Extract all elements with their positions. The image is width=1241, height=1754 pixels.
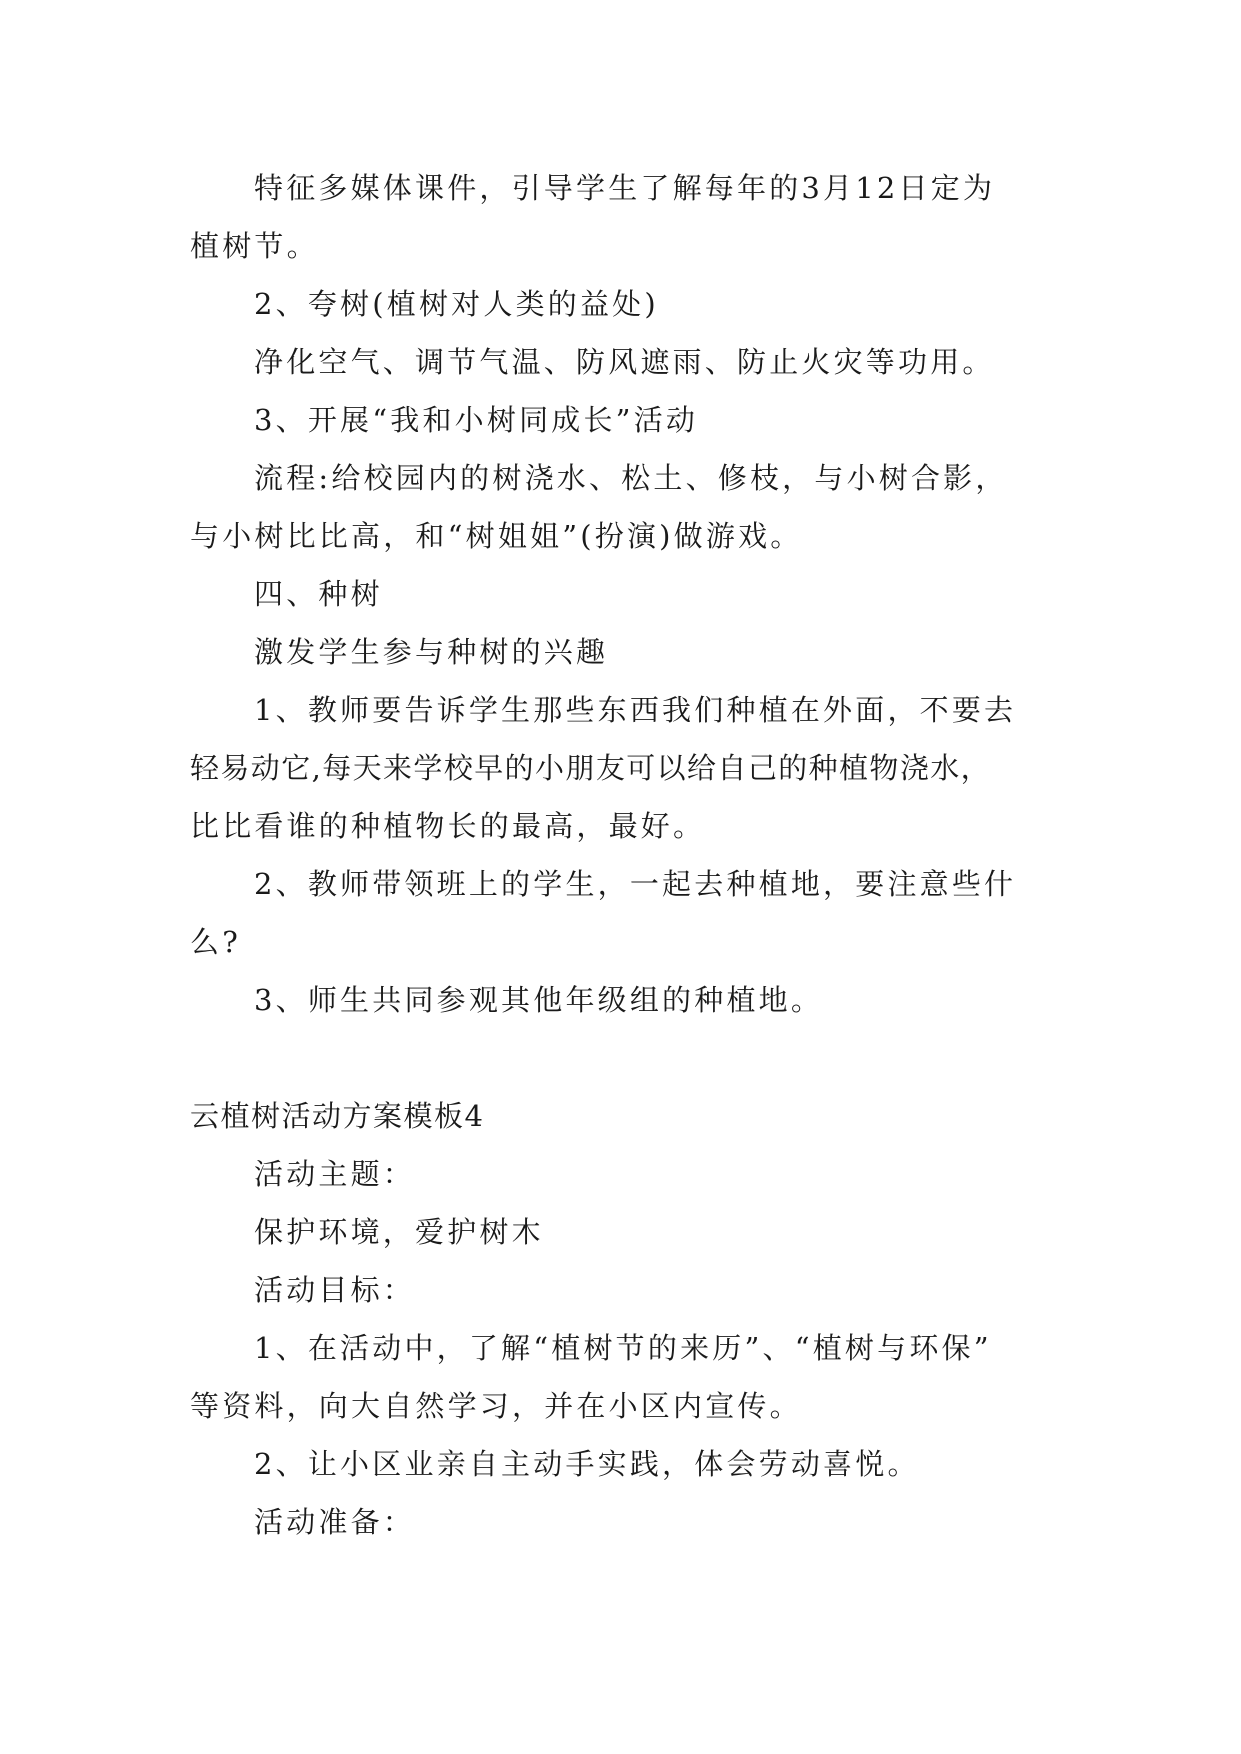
paragraph-line: 净化空气、调节气温、防风遮雨、防止火灾等功用。 <box>254 345 995 379</box>
section-label: 活动准备： <box>254 1505 416 1539</box>
paragraph-line: 等资料，向大自然学习，并在小区内宣传。 <box>190 1389 802 1423</box>
section-heading: 四、种树 <box>254 577 383 611</box>
list-item: 3、开展“我和小树同成长”活动 <box>254 403 699 437</box>
paragraph-line: 植树节。 <box>190 229 319 263</box>
list-item: 2、让小区业亲自主动手实践，体会劳动喜悦。 <box>254 1447 920 1481</box>
paragraph-line: 特征多媒体课件，引导学生了解每年的3月12日定为 <box>254 171 996 205</box>
list-item: 2、夸树(植树对人类的益处) <box>254 287 659 321</box>
paragraph-line: 流程:给校园内的树浇水、松土、修枝，与小树合影， <box>254 461 1008 495</box>
paragraph-line: 激发学生参与种树的兴趣 <box>254 635 609 669</box>
paragraph-line: 与小树比比高，和“树姐姐”(扮演)做游戏。 <box>190 519 803 553</box>
list-item: 2、教师带领班上的学生，一起去种植地，要注意些什 <box>254 867 1017 901</box>
section-label: 活动主题： <box>254 1157 416 1191</box>
paragraph-line: 比比看谁的种植物长的最高，最好。 <box>190 809 706 843</box>
list-item: 1、在活动中，了解“植树节的来历”、“植树与环保” <box>254 1331 992 1365</box>
paragraph-line: 轻易动它,每天来学校早的小朋友可以给自己的种植物浇水， <box>190 751 992 785</box>
section-label: 活动目标： <box>254 1273 416 1307</box>
paragraph-line: 保护环境，爱护树木 <box>254 1215 544 1249</box>
document-title: 云植树活动方案模板4 <box>190 1099 485 1133</box>
paragraph-line: 么? <box>190 925 241 959</box>
list-item: 1、教师要告诉学生那些东西我们种植在外面，不要去 <box>254 693 1017 727</box>
list-item: 3、师生共同参观其他年级组的种植地。 <box>254 983 824 1017</box>
